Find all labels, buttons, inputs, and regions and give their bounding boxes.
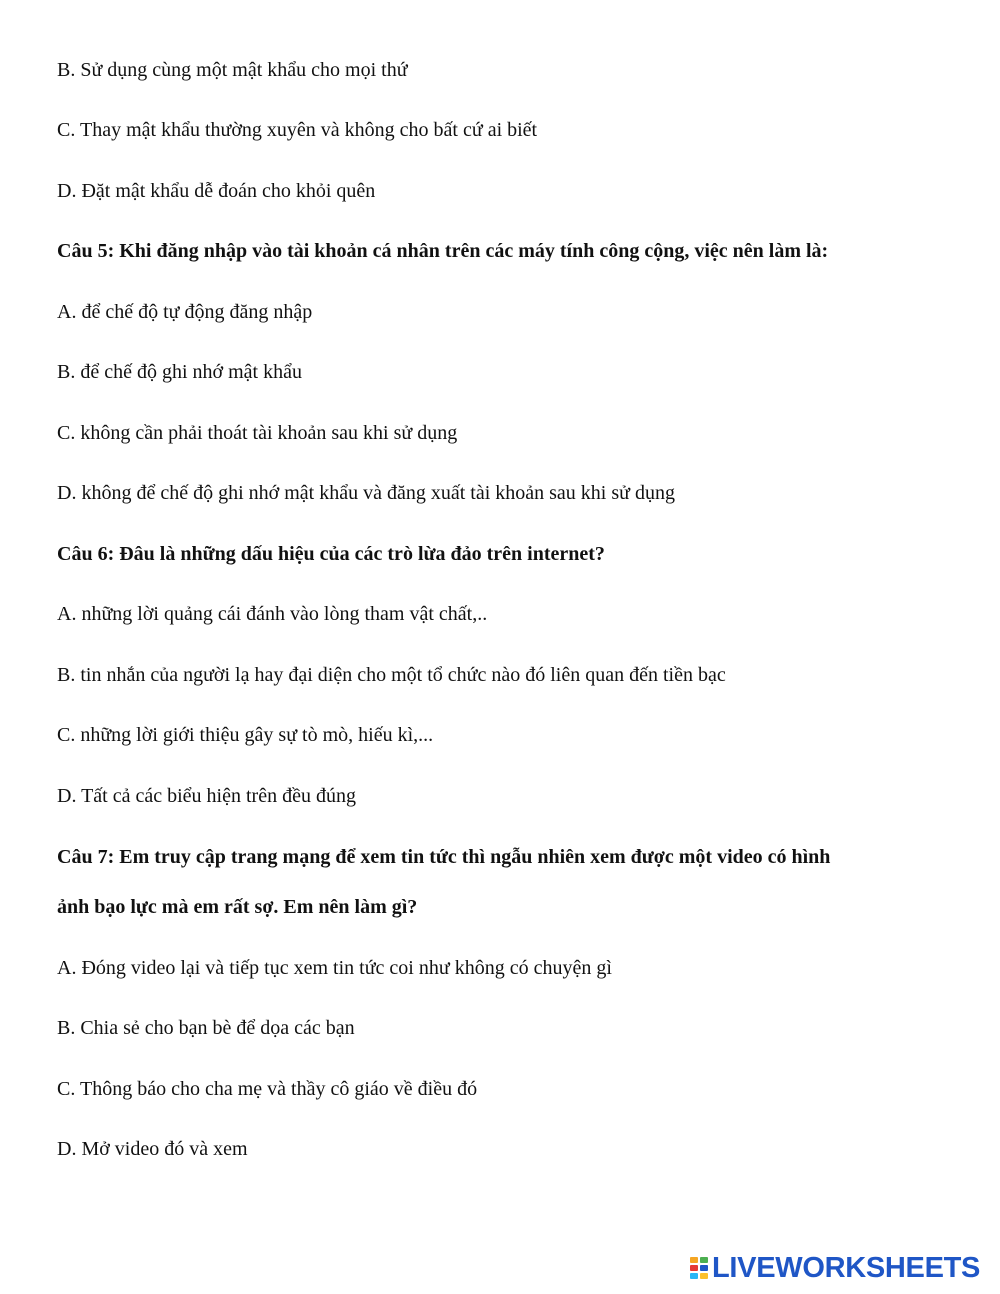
option-d-q6: D. Tất cả các biểu hiện trên đều đúng <box>57 785 356 807</box>
question-5: Câu 5: Khi đăng nhập vào tài khoản cá nhân trên các máy tính công cộng, việc nên làm là: <box>57 240 829 262</box>
option-c-q4: C. Thay mật khẩu thường xuyên và không cho bất cứ ai biết <box>57 119 538 141</box>
option-a-q6: A. những lời quảng cái đánh vào lòng tham vật chất,.. <box>57 603 488 625</box>
option-c-q7: C. Thông báo cho cha mẹ và thầy cô giáo về điều đó <box>57 1078 478 1100</box>
liveworksheets-logo-text: LIVEWORKSHEETS <box>712 1252 981 1284</box>
question-7-line-2: ảnh bạo lực mà em rất sợ. Em nên làm gì? <box>57 896 418 918</box>
option-b-q5: B. để chế độ ghi nhớ mật khẩu <box>57 361 302 383</box>
liveworksheets-logo-icon <box>690 1257 708 1279</box>
option-c-q6: C. những lời giới thiệu gây sự tò mò, hiếu kì,... <box>57 724 434 746</box>
option-d-q4: D. Đặt mật khẩu dễ đoán cho khỏi quên <box>57 180 376 202</box>
option-c-q5: C. không cần phải thoát tài khoản sau khi sử dụng <box>57 422 458 444</box>
option-a-q7: A. Đóng video lại và tiếp tục xem tin tức coi như không có chuyện gì <box>57 957 612 979</box>
option-b-q6: B. tin nhắn của người lạ hay đại diện cho một tổ chức nào đó liên quan đến tiền bạc <box>57 664 726 686</box>
option-a-q5: A. để chế độ tự động đăng nhập <box>57 301 313 323</box>
liveworksheets-logo <box>690 1252 980 1284</box>
option-d-q7: D. Mở video đó và xem <box>57 1138 248 1160</box>
option-b-q7: B. Chia sẻ cho bạn bè để dọa các bạn <box>57 1017 355 1039</box>
question-7-line-1: Câu 7: Em truy cập trang mạng để xem tin tức thì ngẫu nhiên xem được một video có hình <box>57 846 831 868</box>
option-b-q4: B. Sử dụng cùng một mật khẩu cho mọi thứ <box>57 59 408 81</box>
option-d-q5: D. không để chế độ ghi nhớ mật khẩu và đăng xuất tài khoản sau khi sử dụng <box>57 482 675 504</box>
question-6: Câu 6: Đâu là những dấu hiệu của các trò lừa đảo trên internet? <box>57 543 605 565</box>
